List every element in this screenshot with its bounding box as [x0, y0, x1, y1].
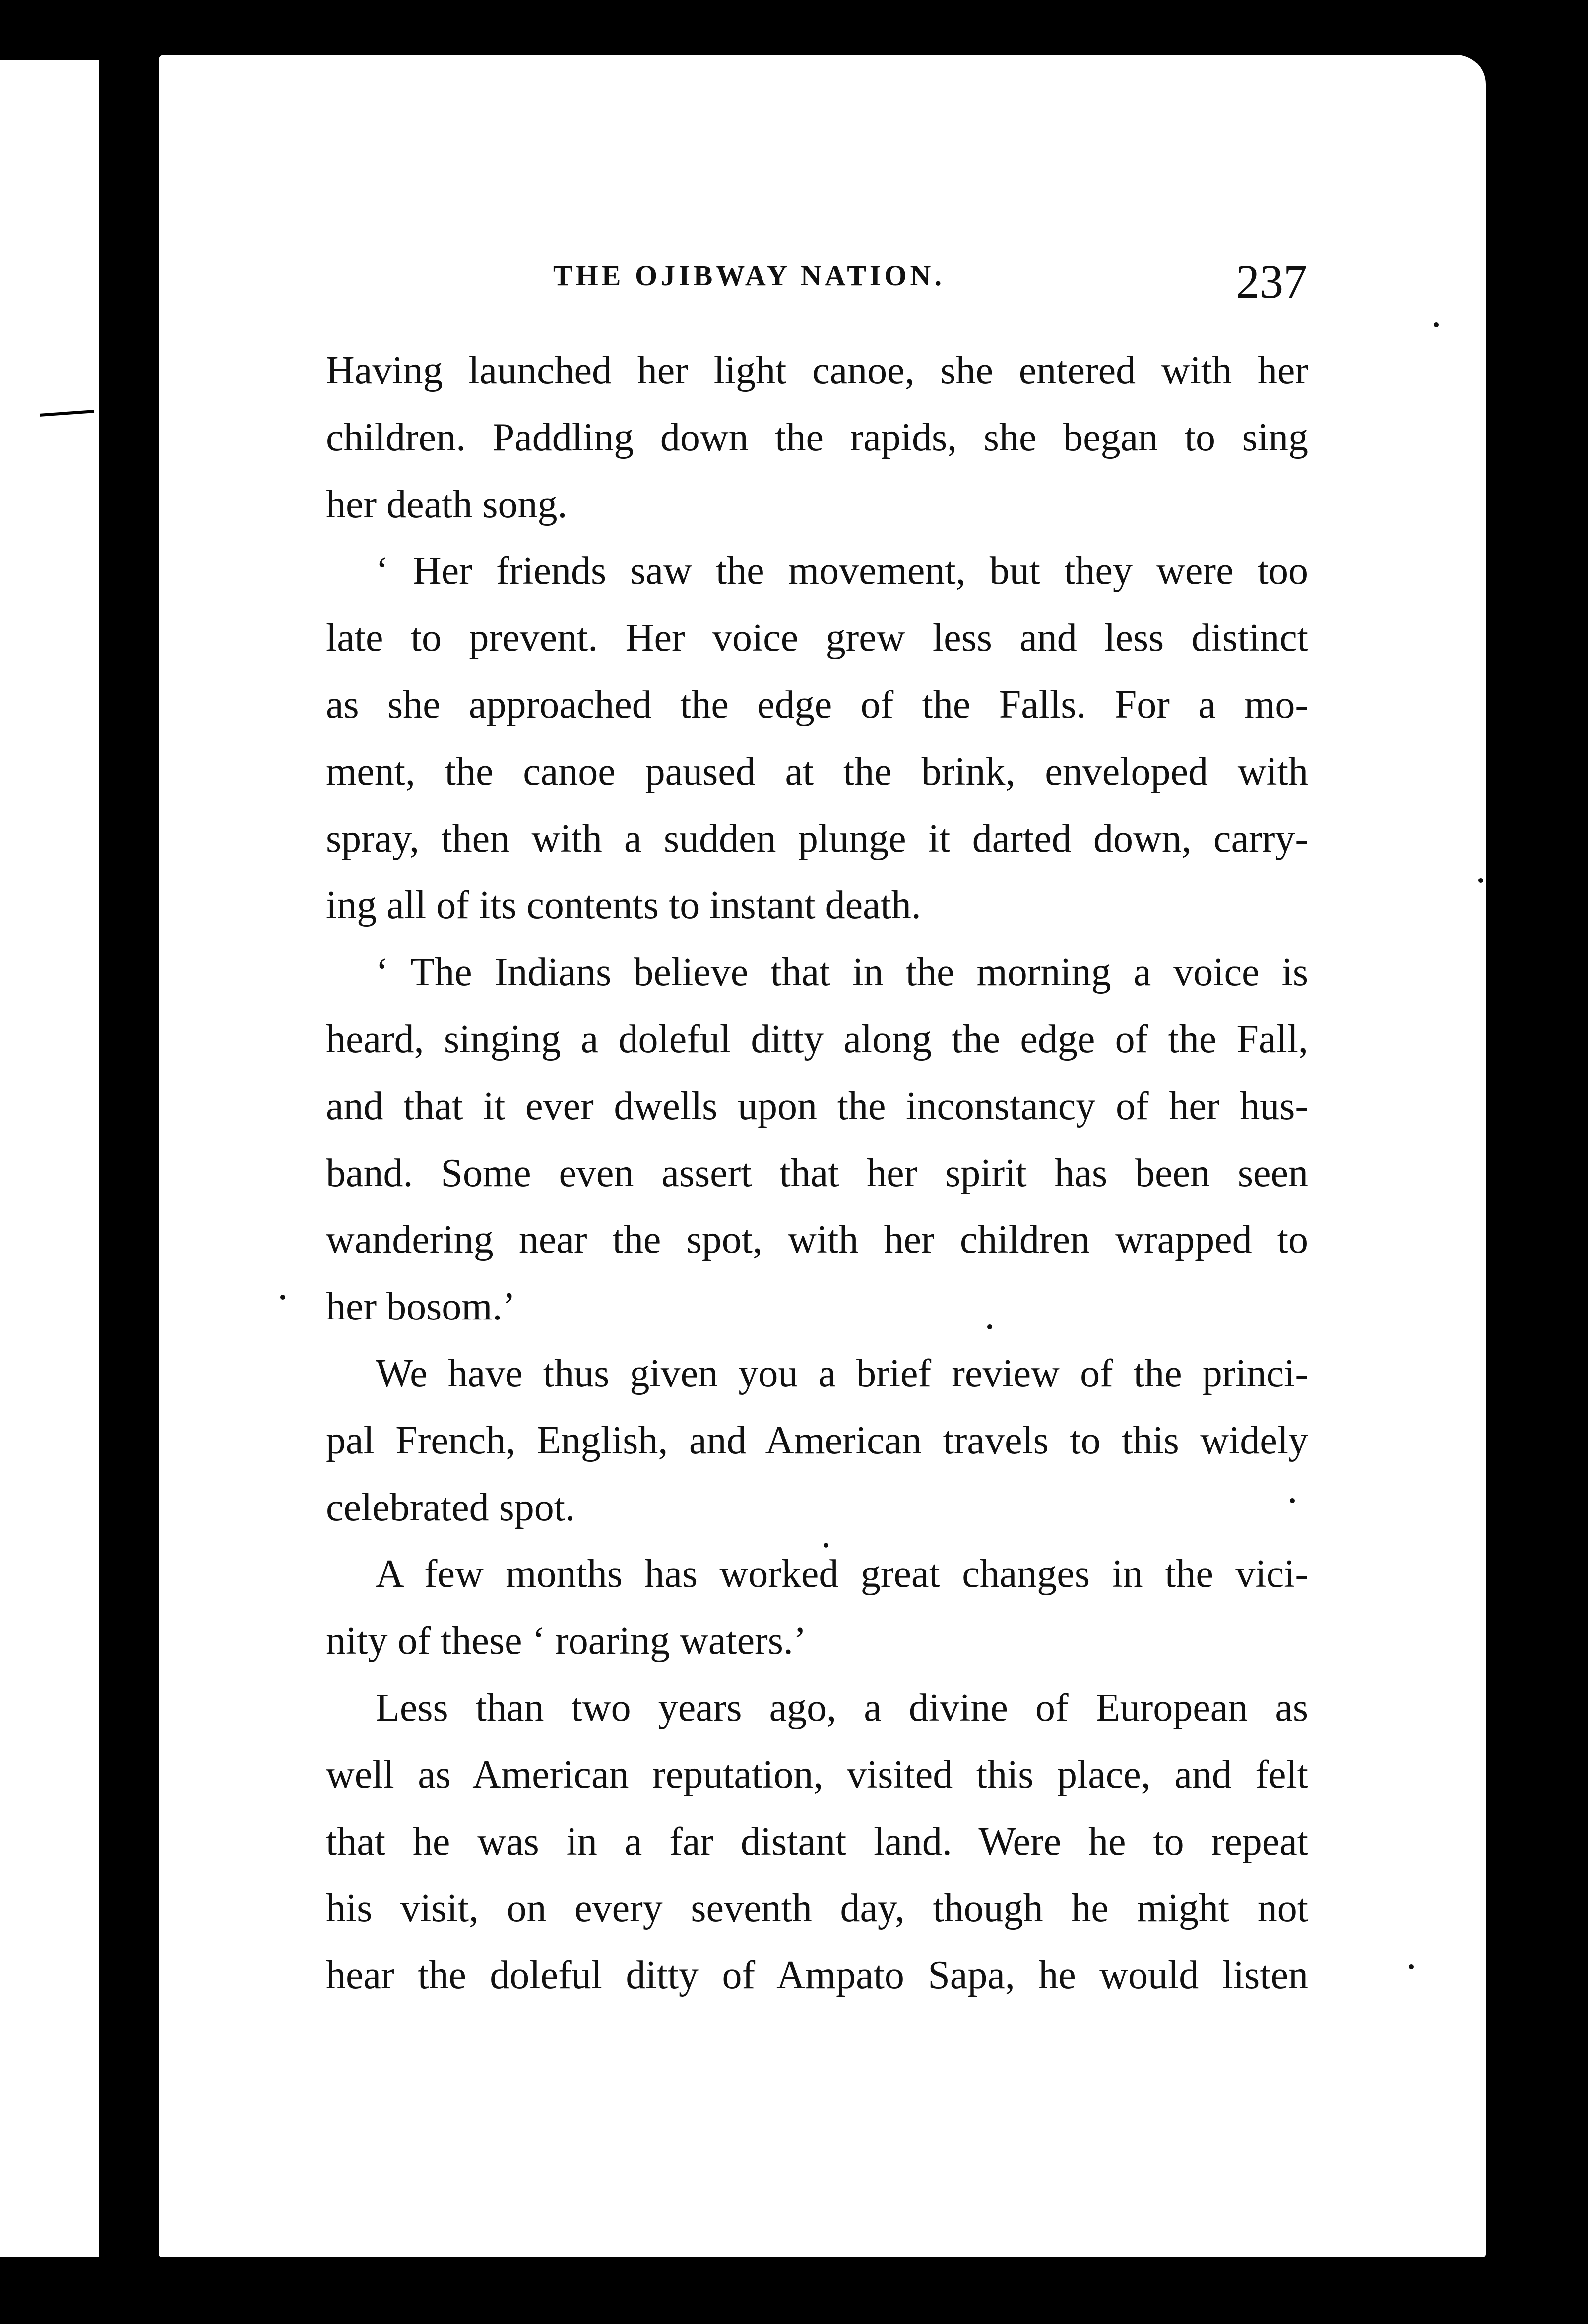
text-line: her death song. [326, 482, 568, 526]
text-line: nity of these ‘ roaring waters.’ [326, 1619, 807, 1663]
text-line: his visit, on every seventh day, though he might not [326, 1886, 1308, 1931]
text-line: ment, the canoe paused at the brink, enveloped with [326, 750, 1308, 794]
text-line: celebrated spot. [326, 1485, 575, 1529]
text-line: as she approached the edge of the Falls. For a mo- [326, 683, 1308, 727]
text-line: ‘ The Indians believe that in the morning a voice is [376, 950, 1308, 995]
edge-mark [40, 410, 94, 417]
text-line: heard, singing a doleful ditty along the edge of the Fall, [326, 1017, 1308, 1061]
text-line: band. Some even assert that her spirit has been seen [326, 1151, 1308, 1195]
ink-speck [1409, 1964, 1414, 1969]
text-line: hear the doleful ditty of Ampato Sapa, he would listen [326, 1953, 1308, 1998]
ink-speck [1478, 878, 1483, 883]
left-page-edge [0, 60, 99, 2257]
ink-speck [1434, 322, 1439, 327]
text-line: Having launched her light canoe, she entered with her [326, 349, 1308, 392]
text-line: spray, then with a sudden plunge it darted down, carry- [326, 817, 1308, 861]
text-line: A few months has worked great changes in the vici- [376, 1552, 1308, 1596]
ink-speck [280, 1295, 285, 1300]
body-text [326, 337, 1308, 2009]
page-number: 237 [1236, 255, 1307, 308]
text-line: wandering near the spot, with her children wrapped to [326, 1218, 1308, 1262]
text-line: well as American reputation, visited this place, and felt [326, 1753, 1308, 1797]
text-line: and that it ever dwells upon the inconstancy of her hus- [326, 1084, 1308, 1128]
text-line: ing all of its contents to instant death. [326, 883, 921, 928]
text-line: pal French, English, and American travels to this widely [326, 1418, 1308, 1462]
text-line: We have thus given you a brief review of the princi- [376, 1351, 1308, 1395]
running-title: THE OJIBWAY NATION. [553, 259, 945, 292]
text-line: that he was in a far distant land. Were he to repeat [326, 1820, 1308, 1864]
text-line: her bosom.’ [326, 1285, 516, 1329]
text-line: children. Paddling down the rapids, she began to sing [326, 415, 1308, 459]
text-line: Less than two years ago, a divine of European as [376, 1686, 1308, 1730]
text-line: late to prevent. Her voice grew less and less distinct [326, 616, 1308, 660]
running-head [553, 254, 1307, 309]
text-line: ‘ Her friends saw the movement, but they were too [376, 549, 1308, 593]
